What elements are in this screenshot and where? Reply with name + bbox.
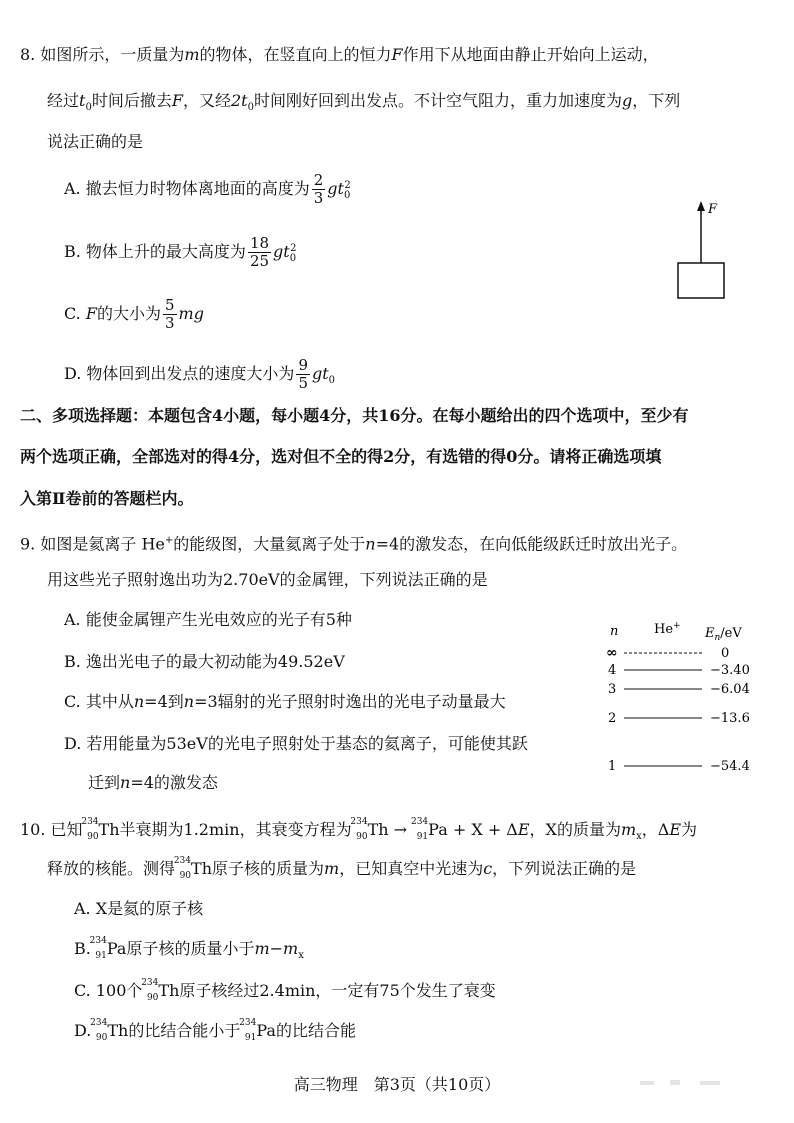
q8-option-b[interactable]: B. 物体上升的最大高度为 $\frac{18}{25}$ $gt_0^2$ [64, 234, 297, 270]
q10-stem-line2: 释放的核能。测得 234 90 Th原子核的质量为m，已知真空中光速为c，下列说法正确的是 [47, 856, 637, 881]
nuclide-th: 234 90 [90, 1018, 108, 1043]
nuclide-th: 234 90 [81, 817, 99, 842]
q8-stem-line1: 8. 如图所示，一质量为m的物体，在竖直向上的恒力F作用下从地面由静止开始向上运动， [20, 45, 659, 64]
q8-a-fraction: $\frac{2}{3}$ [313, 171, 324, 207]
q9-option-d-line1[interactable]: D. 若用能量为53eV的光电子照射处于基态的氦离子，可能使其跃 [64, 734, 528, 753]
q9-option-b[interactable]: B. 逸出光电子的最大初动能为49.52eV [64, 652, 345, 671]
q10-option-c[interactable]: C. 100个 234 90 Th原子核经过2.4min，一定有75个发生了衰变 [74, 978, 496, 1003]
nuclide-th: 234 90 [350, 817, 368, 842]
block [678, 263, 724, 298]
q8-b-fraction: $\frac{18}{25}$ [249, 234, 270, 270]
q10-stem-line1: 10. 已知 234 90 Th半衰期为1.2min，其衰变方程为 234 90 Th → 234 91 Pa + X + ΔE，X的质量为$m_x$，ΔE为 [20, 817, 698, 843]
q8-stem-line2: 经过$t_0$时间后撤去F，又经$2t_0$时间刚好回到出发点。不计空气阻力，重力加速度为g，下列 [47, 91, 681, 114]
q8-option-d[interactable]: D. 物体回到出发点的速度大小为 $\frac{9}{5}$ $gt_0$ [64, 356, 336, 392]
q8-option-a[interactable]: A. 撤去恒力时物体离地面的高度为 $\frac{2}{3}$ $gt_0^2$ [64, 171, 351, 207]
q9-stem-line2: 用这些光子照射逸出功为2.70eV的金属锂，下列说法正确的是 [47, 570, 488, 589]
q8-stem-line3: 说法正确的是 [47, 132, 144, 151]
q9-stem-line1: 9. 如图是氦离子 He+的能级图，大量氦离子处于n=4的激发态，在向低能级跃迁时放出光子。 [20, 534, 688, 554]
level-energy-label: 0 [721, 646, 730, 661]
level-energy-label: −6.04 [710, 682, 750, 697]
q9-option-a[interactable]: A. 能使金属锂产生光电效应的光子有5种 [64, 610, 352, 629]
level-n-label: 3 [608, 682, 617, 697]
force-diagram [670, 195, 740, 305]
nuclide-th: 234 90 [173, 856, 192, 881]
nuclide-th: 234 90 [141, 978, 159, 1003]
q10-option-b[interactable]: B. 234 91 Pa原子核的质量小于$m-m_x$ [74, 936, 304, 962]
q8-d-fraction: $\frac{9}{5}$ [298, 356, 308, 392]
level-energy-label: −13.6 [710, 711, 750, 726]
col-n-header: n [610, 624, 619, 639]
section2-instructions-line2: 两个选项正确，全部选对的得4分，选对但不全的得2分，有选错的得0分。请将正确选项填 [20, 447, 662, 466]
nuclide-pa: 234 91 [410, 817, 429, 842]
col-ion-header: He+ [654, 621, 681, 637]
level-n-label: 2 [608, 711, 617, 726]
level-n-label: ∞ [606, 645, 618, 661]
q10-option-d[interactable]: D. 234 90 Th的比结合能小于 234 91 Pa的比结合能 [74, 1018, 356, 1043]
q8-c-fraction: $\frac{5}{3}$ [164, 296, 175, 332]
level-energy-label: −3.40 [710, 663, 750, 678]
level-n-label: 1 [608, 759, 617, 774]
force-label: F [708, 202, 718, 217]
page-footer: 高三物理 第3页（共10页） [293, 1075, 501, 1094]
level-energy-label: −54.4 [710, 759, 750, 774]
q10-option-a[interactable]: A. X是氦的原子核 [74, 899, 204, 918]
q8-option-c[interactable]: C. F的大小为 $\frac{5}{3}$ mg [64, 296, 204, 332]
section2-instructions-line1: 二、多项选择题：本题包含4小题，每小题4分，共16分。在每小题给出的四个选项中，至少有 [20, 406, 689, 425]
level-n-label: 4 [608, 663, 617, 678]
scan-smudge [640, 1078, 740, 1088]
q9-option-c[interactable]: C. 其中从n=4到n=3辐射的光子照射时逸出的光电子动量最大 [64, 692, 506, 711]
col-energy-header: $E_n/eV$ [705, 626, 742, 643]
nuclide-pa: 234 91 [239, 1018, 257, 1043]
arrow-head-icon [697, 201, 705, 211]
energy-level-diagram [600, 615, 770, 780]
q9-option-d-line2[interactable]: 迁到n=4的激发态 [88, 773, 218, 792]
nuclide-pa: 234 91 [89, 936, 107, 961]
section2-instructions-line3: 入第Ⅱ卷前的答题栏内。 [20, 489, 194, 508]
